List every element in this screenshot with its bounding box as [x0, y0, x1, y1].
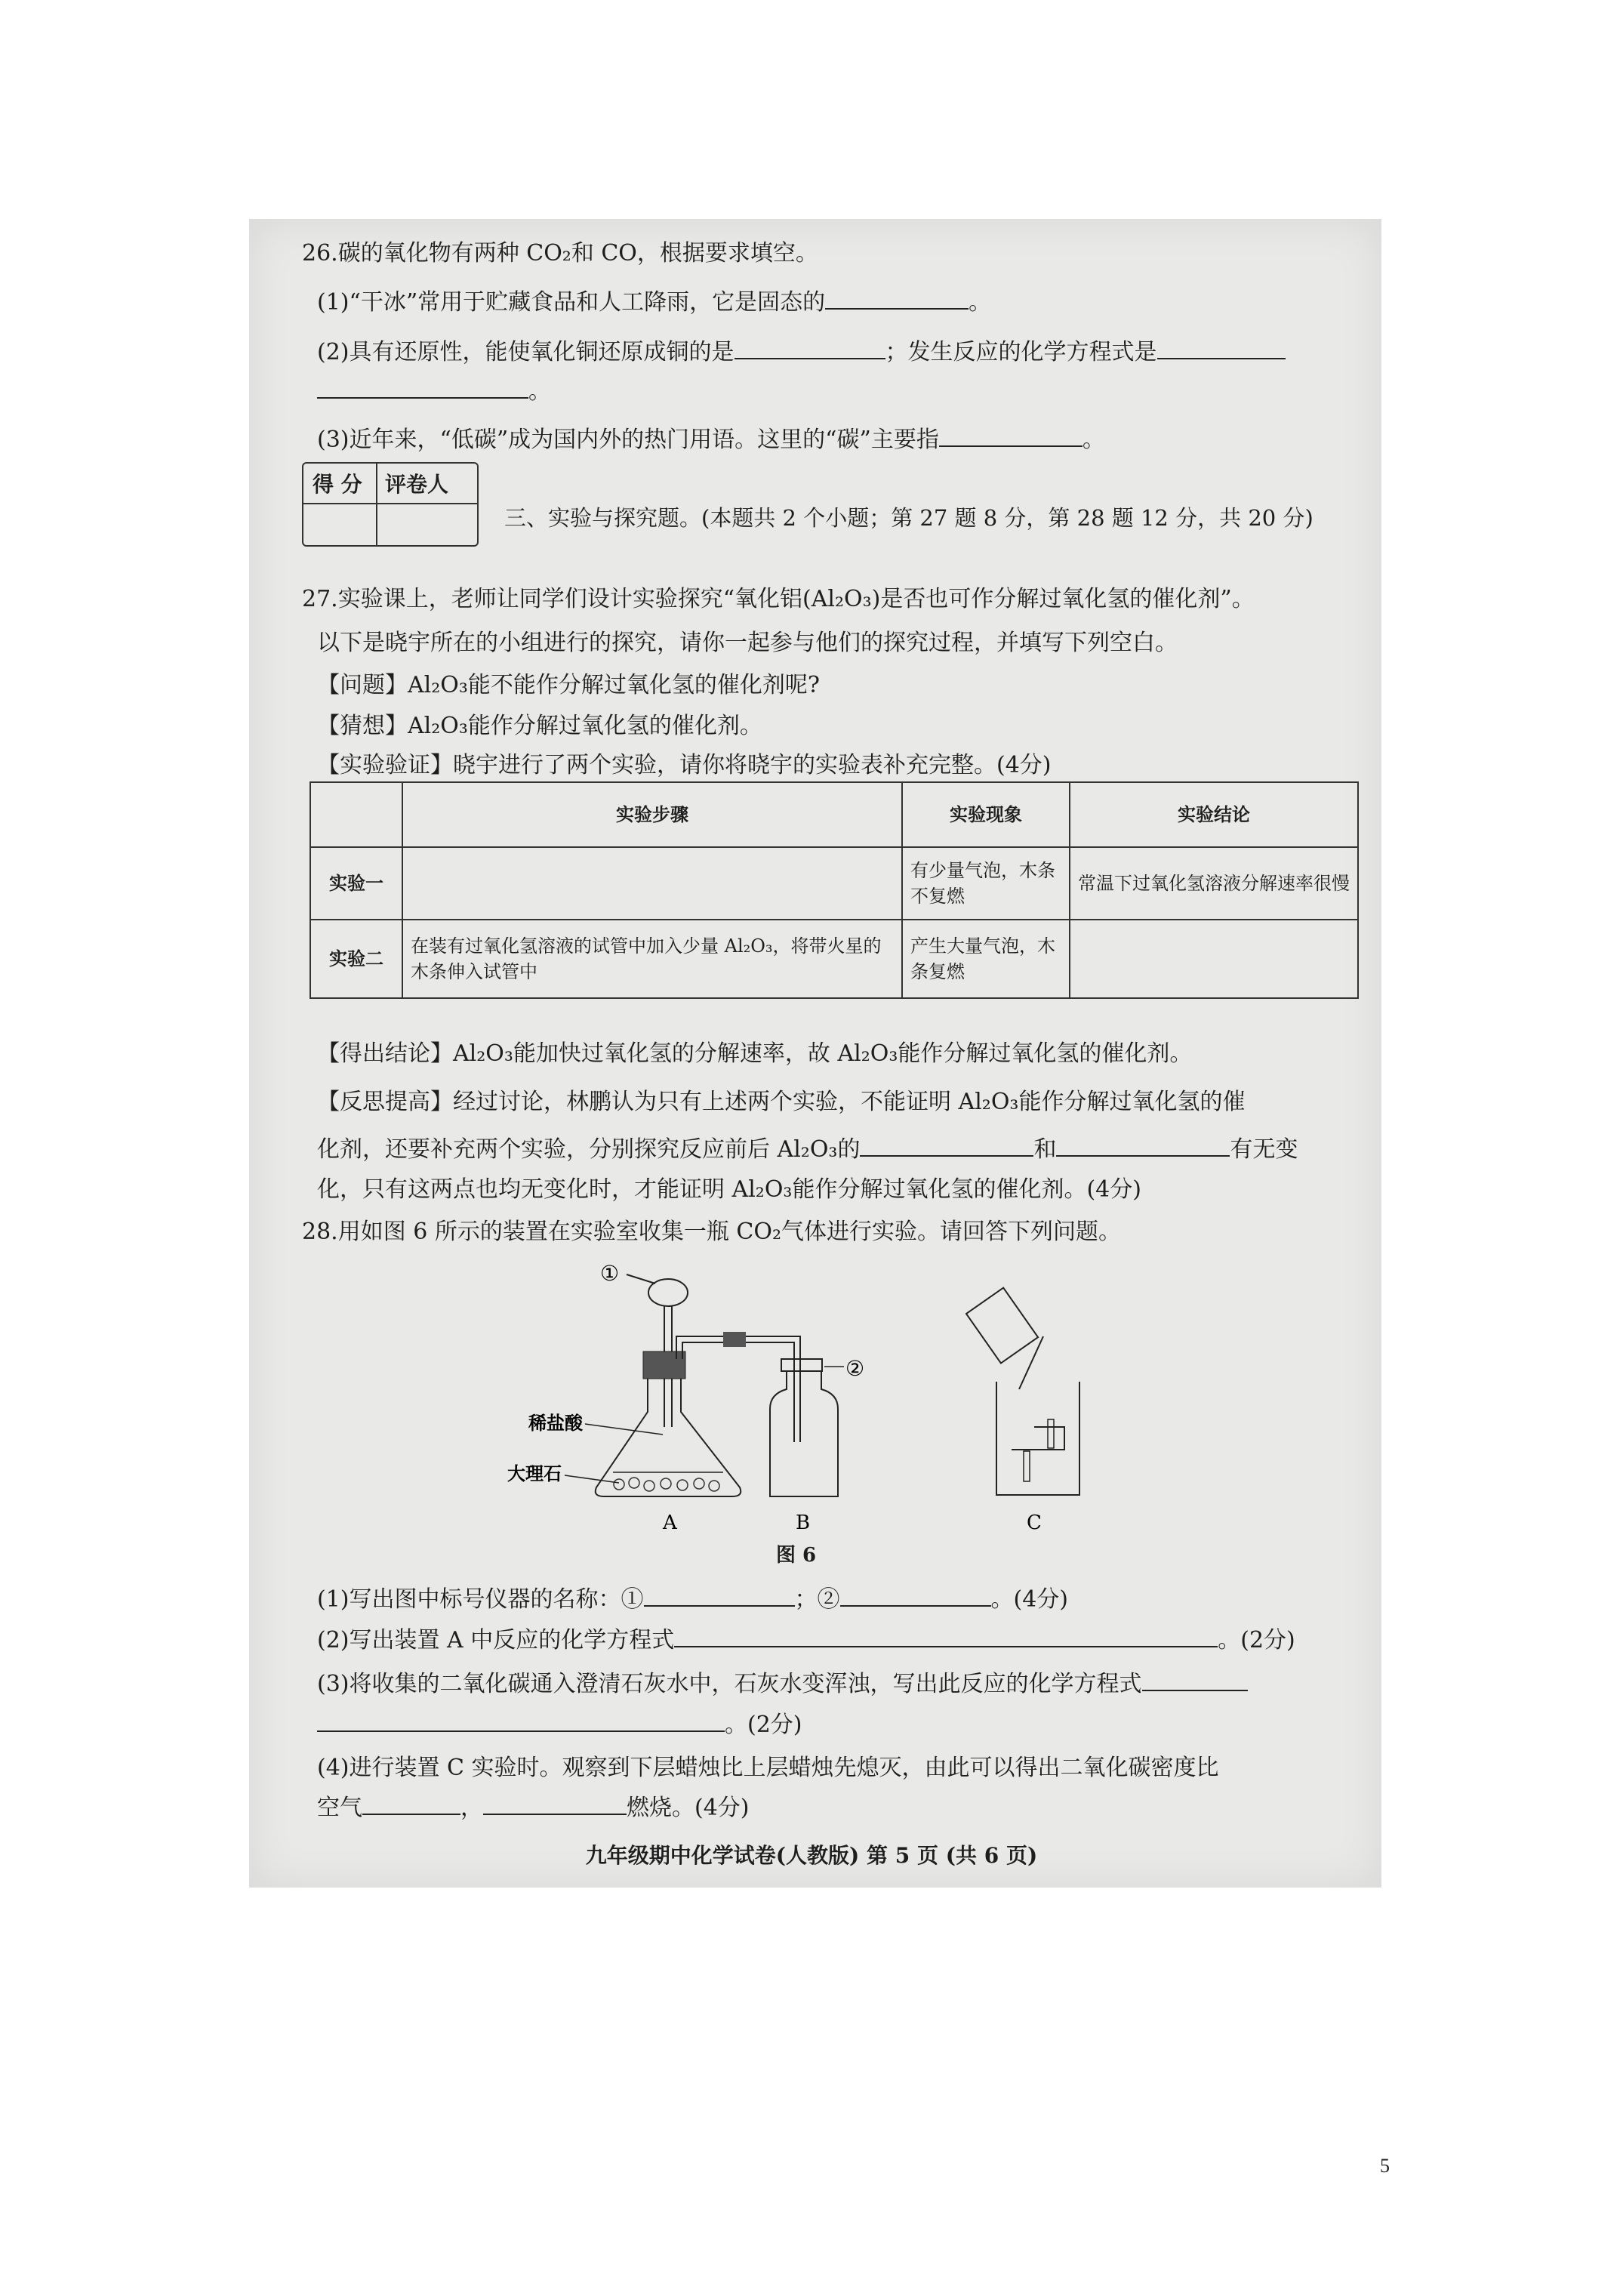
label-1: ① [600, 1261, 620, 1286]
table-header-row [310, 782, 1358, 847]
table-header: 实验步骤 [402, 782, 902, 847]
label-marble: 大理石 [507, 1462, 562, 1484]
q28-stem: 28.用如图 6 所示的装置在实验室收集一瓶 CO₂气体进行实验。请回答下列问题。 [302, 1219, 1121, 1245]
experiment-table [310, 781, 1359, 999]
answer-blank[interactable] [1142, 1667, 1248, 1691]
grader-label: 评卷人 [385, 472, 449, 497]
answer-blank[interactable] [644, 1583, 795, 1607]
q28-part3: (3)将收集的二氧化碳通入澄清石灰水中，石灰水变浑浊，写出此反应的化学方程式 [317, 1667, 1248, 1700]
answer-blank[interactable] [825, 285, 969, 310]
label-2: ② [845, 1356, 865, 1381]
q26-part1: (1)“干冰”常用于贮藏食品和人工降雨，它是固态的 。 [317, 285, 991, 318]
q27-stem: 27.实验课上，老师让同学们设计实验探究“氧化铝(Al₂O₃)是否也可作分解过氧化氢的催化剂”。 [302, 586, 1255, 612]
answer-blank[interactable] [939, 423, 1083, 447]
q28-part4-cont: 空气 ， 燃烧。(4分) [317, 1791, 750, 1823]
phenomenon-cell: 有少量气泡，木条不复燃 [902, 847, 1070, 920]
step-cell: 在装有过氧化氢溶液的试管中加入少量 Al₂O₃，将带火星的木条伸入试管中 [402, 920, 902, 998]
figure-6 [483, 1253, 1200, 1540]
table-row [310, 920, 1358, 998]
answer-blank[interactable] [860, 1133, 1033, 1157]
q27-stem2: 以下是晓宇所在的小组进行的探究，请你一起参与他们的探究过程，并填写下列空白。 [317, 630, 1178, 656]
q28-part2: (2)写出装置 A 中反应的化学方程式 。(2分) [317, 1623, 1295, 1656]
q27-reflect-2: 化剂，还要补充两个实验，分别探究反应前后 Al₂O₃的 和 有无变 [317, 1133, 1298, 1165]
answer-blank[interactable] [317, 374, 528, 399]
table-header: 实验现象 [902, 782, 1070, 847]
q27-verify: 【实验验证】晓宇进行了两个实验，请你将晓宇的实验表补充完整。(4分) [317, 752, 1052, 778]
q26-part2-cont: 。 [317, 374, 551, 407]
q27-problem: 【问题】Al₂O₃能不能作分解过氧化氢的催化剂呢? [317, 672, 820, 698]
label-A: A [663, 1512, 677, 1534]
label-acid: 稀盐酸 [528, 1412, 583, 1434]
score-box [302, 462, 479, 547]
answer-blank[interactable] [362, 1791, 460, 1815]
conclusion-cell: 常温下过氧化氢溶液分解速率很慢 [1070, 847, 1358, 920]
page-footer: 九年级期中化学试卷(人教版) 第 5 页 (共 6 页) [585, 1843, 1038, 1868]
answer-blank[interactable] [674, 1623, 1218, 1647]
phenomenon-cell: 产生大量气泡，木条复燃 [902, 920, 1070, 998]
answer-blank[interactable] [1157, 335, 1286, 359]
q27-reflect-1: 【反思提高】经过讨论，林鹏认为只有上述两个实验，不能证明 Al₂O₃能作分解过氧化氢的催 [317, 1089, 1246, 1115]
row-name: 实验二 [310, 920, 402, 998]
answer-blank[interactable] [735, 335, 885, 359]
page-number: 5 [1380, 2155, 1390, 2177]
q28-part4: (4)进行装置 C 实验时。观察到下层蜡烛比上层蜡烛先熄灭，由此可以得出二氧化碳密度比 [317, 1755, 1219, 1781]
label-C: C [1027, 1512, 1042, 1534]
section-title: 三、实验与探究题。(本题共 2 个小题；第 27 题 8 分，第 28 题 12 分，共 20 分) [504, 505, 1313, 531]
figure-caption: 图 6 [776, 1544, 817, 1567]
q26-part3: (3)近年来，“低碳”成为国内外的热门用语。这里的“碳”主要指 。 [317, 423, 1105, 455]
q26-stem: 26.碳的氧化物有两种 CO₂和 CO，根据要求填空。 [302, 240, 818, 267]
answer-blank[interactable] [317, 1708, 725, 1732]
table-header [310, 782, 402, 847]
q28-part1: (1)写出图中标号仪器的名称：① ；② 。(4分) [317, 1583, 1068, 1615]
answer-blank[interactable] [840, 1583, 991, 1607]
q27-guess: 【猜想】Al₂O₃能作分解过氧化氢的催化剂。 [317, 713, 762, 739]
score-label: 得 分 [313, 472, 362, 497]
table-row [310, 847, 1358, 920]
table-header: 实验结论 [1070, 782, 1358, 847]
answer-blank[interactable] [1056, 1133, 1230, 1157]
step-cell-blank[interactable] [402, 847, 902, 920]
q27-conclusion: 【得出结论】Al₂O₃能加快过氧化氢的分解速率，故 Al₂O₃能作分解过氧化氢的催化剂。 [317, 1040, 1193, 1067]
label-B: B [796, 1512, 811, 1534]
q28-part3-cont: 。(2分) [317, 1708, 802, 1740]
q27-reflect-3: 化，只有这两点也均无变化时，才能证明 Al₂O₃能作分解过氧化氢的催化剂。(4分) [317, 1176, 1141, 1203]
row-name: 实验一 [310, 847, 402, 920]
answer-blank[interactable] [483, 1791, 627, 1815]
q26-part2: (2)具有还原性，能使氧化铜还原成铜的是 ；发生反应的化学方程式是 [317, 335, 1286, 368]
conclusion-cell-blank[interactable] [1070, 920, 1358, 998]
